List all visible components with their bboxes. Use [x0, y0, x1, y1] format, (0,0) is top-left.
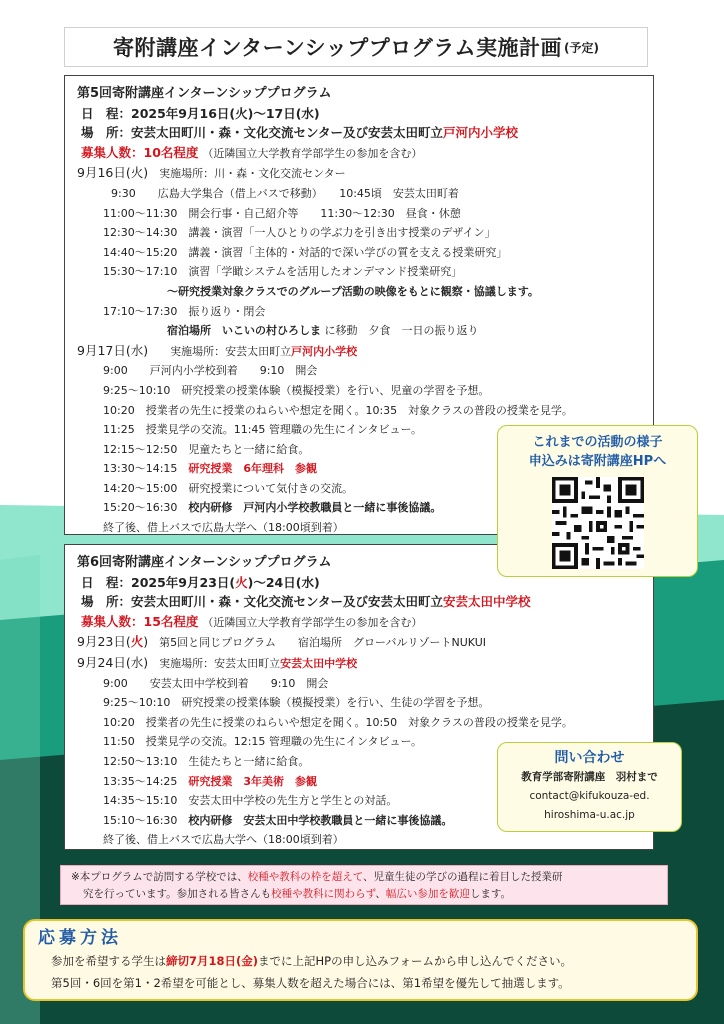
contact-org: 教育学部寄附講座 羽村まで: [521, 771, 658, 783]
program6-day2-after: 14:35～15:10 安芸太田中学校の先生方と学生との対話。: [103, 794, 398, 808]
contact-callout: [497, 742, 682, 832]
qr-code-icon[interactable]: [552, 477, 644, 569]
program5-day1-observe: ～研究授業対象クラスでのグループ活動の映像をもとに観察・協議します。: [167, 284, 539, 298]
program6-day2-header: 9月24日(水) 実施場所：安芸太田町立安芸太田中学校: [77, 654, 358, 670]
apply-line1: 参加を希望する学生は締切7月18日(金)までに上記HPの申し込みフォームから申し込んでください。: [51, 954, 573, 968]
program6-day2-item: 9:00 安芸太田中学校到着 9:10 開会: [103, 676, 329, 690]
hp-callout: [497, 425, 698, 577]
note-box: ※本プログラムで訪問する学校では、校種や教科の枠を超えて、児童生徒の学びの過程に着目した授業研 究を行っています。参加される皆さんも校種や教科に関わらず、幅広い参加を歓迎します。: [60, 865, 668, 905]
program6-day2-item: 10:20 授業者の先生に授業のねらいや想定を聞く。10:50 対象クラスの普段の授業を見学。: [103, 715, 573, 729]
program5-day1-header: 9月16日(火) 実施場所：川・森・文化交流センター: [77, 165, 346, 181]
apply-title: 応募方法: [38, 928, 122, 948]
apply-line2: 第5回・6回を第1・2希望を可能とし、募集人数を超えた場合には、第1希望を優先して抽選します。: [51, 976, 570, 990]
program6-day2-item: 9:25～10:10 研究授業の授業体験（模擬授業）を行い、生徒の学習を予想。: [103, 696, 490, 710]
program5-day2-training: 15:20～16:30 校内研修 戸河内小学校教職員と一緒に事後協議。: [103, 501, 442, 515]
program6-place: 場 所：安芸太田町川・森・文化交流センター及び安芸太田町立安芸太田中学校: [81, 594, 531, 610]
title-main: 寄附講座インターンシッププログラム実施計画: [112, 36, 563, 60]
program6-day2-item: 12:50～13:10 生徒たちと一緒に給食。: [103, 754, 310, 768]
program6-heading: 第6回寄附講座インターンシッププログラム: [77, 555, 332, 570]
page-title: [64, 27, 648, 67]
program5-day1-item: 9:30 広島大学集合（借上バスで移動） 10:45頃 安芸太田町着: [111, 186, 459, 200]
program6-recruit: 募集人数：15名程度 （近隣国立大学教育学部学生の参加を含む）: [81, 613, 423, 629]
program5-day1-item: 11:00～11:30 開会行事・自己紹介等 11:30～12:30 昼食・休憩: [103, 206, 461, 220]
program5-day1-item: 14:40～15:20 講義・演習「主体的・対話的で深い学びの質を支える授業研究」: [103, 245, 508, 259]
program5-day1-review: 17:10～17:30 振り返り・閉会: [103, 304, 266, 318]
program5-day2-header: 9月17日(水) 実施場所：安芸太田町立戸河内小学校: [77, 342, 358, 358]
program5-day2-item: 9:00 戸河内小学校到着 9:10 開会: [103, 364, 318, 378]
program6-day2-end: 終了後、借上バスで広島大学へ（18:00頃到着）: [103, 833, 344, 847]
program5-day2-item: 9:25～10:10 研究授業の授業体験（模擬授業）を行い、児童の学習を予想。: [103, 383, 490, 397]
program6-day2-item: 11:50 授業見学の交流。12:15 管理職の先生にインタビュー。: [103, 735, 423, 749]
program5-day1-item: 15:30～17:10 演習「学瞰システムを活用したオンデマンド授業研究」: [103, 265, 463, 279]
program5-day2-research: 13:30～14:15 研究授業 6年理科 参観: [103, 462, 318, 476]
program5-recruit: 募集人数：10名程度 （近隣国立大学教育学部学生の参加を含む）: [81, 144, 423, 160]
program5-heading: 第5回寄附講座インターンシッププログラム: [77, 86, 332, 101]
program5-day2-after: 14:20～15:00 研究授業について気付きの交流。: [103, 481, 354, 495]
program5-day2-item: 12:15～12:50 児童たちと一緒に給食。: [103, 442, 310, 456]
program6-day2-training: 15:10～16:30 校内研修 安芸太田中学校教職員と一緒に事後協議。: [103, 813, 453, 827]
hp-line2: 申込みは寄附講座HPへ: [528, 454, 667, 469]
program5-day1-item: 12:30～14:30 講義・演習「一人ひとりの学ぶ力を引き出す授業のデザイン」: [103, 226, 496, 240]
program6-schedule: 日 程：2025年9月23日(火)～24日(水): [81, 574, 320, 590]
program6-day2-research: 13:35～14:25 研究授業 3年美術 参観: [103, 774, 318, 788]
program5-schedule: 日 程：2025年9月16日(火)～17日(水): [81, 105, 320, 121]
contact-email[interactable]: contact@kifukouza-ed. hiroshima-u.ac.jp: [529, 790, 650, 821]
program5-day2-item: 11:25 授業見学の交流。11:45 管理職の先生にインタビュー。: [103, 423, 423, 437]
apply-box: [23, 919, 698, 1001]
program5-day2-end: 終了後、借上バスで広島大学へ（18:00頃到着）: [103, 521, 344, 535]
hp-line1: これまでの活動の様子: [532, 435, 663, 450]
program5-day2-item: 10:20 授業者の先生に授業のねらいや想定を聞く。10:35 対象クラスの普段の授業を見学。: [103, 403, 573, 417]
contact-title: 問い合わせ: [554, 750, 625, 766]
program6-day1: 9月23日(火) 第5回と同じプログラム 宿泊場所 グローバルリゾートNUKUI: [77, 634, 486, 650]
program5-place: 場 所：安芸太田町川・森・文化交流センター及び安芸太田町立戸河内小学校: [81, 125, 519, 141]
program5-day1-stay: 宿泊場所 いこいの村ひろしま に移動 夕食 一日の振り返り: [167, 324, 479, 338]
title-sub: (予定): [564, 40, 600, 55]
